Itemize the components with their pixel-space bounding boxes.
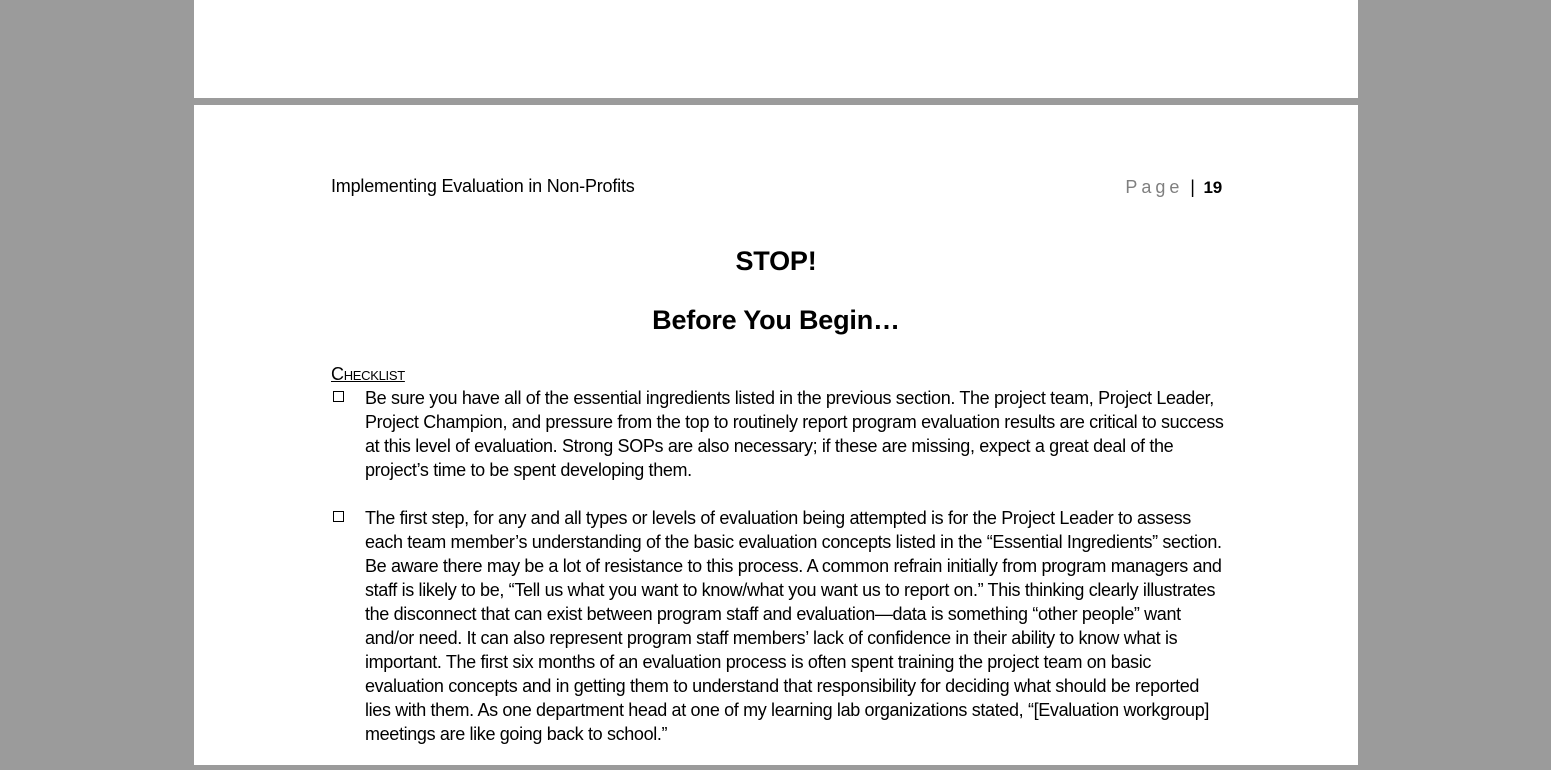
page-number: 19 <box>1203 178 1222 197</box>
checklist-label: Checklist <box>331 364 405 384</box>
checklist-item-text: Be sure you have all of the essential ingredients listed in the previous section. The project team, Project Leader, Project Champion, and pressure from the top to routinely report program evaluation results are critical to success at this level of evaluation. Strong SOPs are also necessary; if these are missing, expect a great deal of the project’s time to be spent developing them. <box>365 388 1224 480</box>
checkbox-icon <box>333 511 344 522</box>
checkbox-icon <box>333 391 344 402</box>
heading-stop: STOP! <box>735 246 817 276</box>
previous-page <box>194 0 1358 98</box>
checklist <box>331 386 1224 770</box>
header-title: Implementing Evaluation in Non-Profits <box>331 176 635 196</box>
heading-before-you-begin: Before You Begin… <box>652 305 900 335</box>
checklist-item-text: The first step, for any and all types or levels of evaluation being attempted is for the Project Leader to assess each team member’s understanding of the basic evaluation concepts listed in the “Essential Ingredients” section. Be aware there may be a lot of resistance to this process. A common refrain initially from program managers and staff is likely to be, “Tell us what you want to know/what you want us to report on.” This thinking clearly illustrates the disconnect that can exist between program staff and evaluation—data is something “other people” want and/or need. It can also represent program staff members’ lack of confidence in their ability to know what is important. The first six months of an evaluation process is often spent training the project team on basic evaluation concepts and in getting them to understand that responsibility for deciding what should be reported lies with them. As one department head at one of my learning lab organizations stated, “[Evaluation workgroup] meetings are like going back to school.” <box>365 508 1222 744</box>
page-separator: | <box>1190 177 1195 197</box>
page-word: Page <box>1125 177 1184 197</box>
page-number-block <box>1125 177 1222 198</box>
page-header <box>331 176 1222 200</box>
checklist-item <box>331 386 1224 482</box>
document-page <box>194 105 1358 765</box>
checklist-item <box>331 506 1224 746</box>
